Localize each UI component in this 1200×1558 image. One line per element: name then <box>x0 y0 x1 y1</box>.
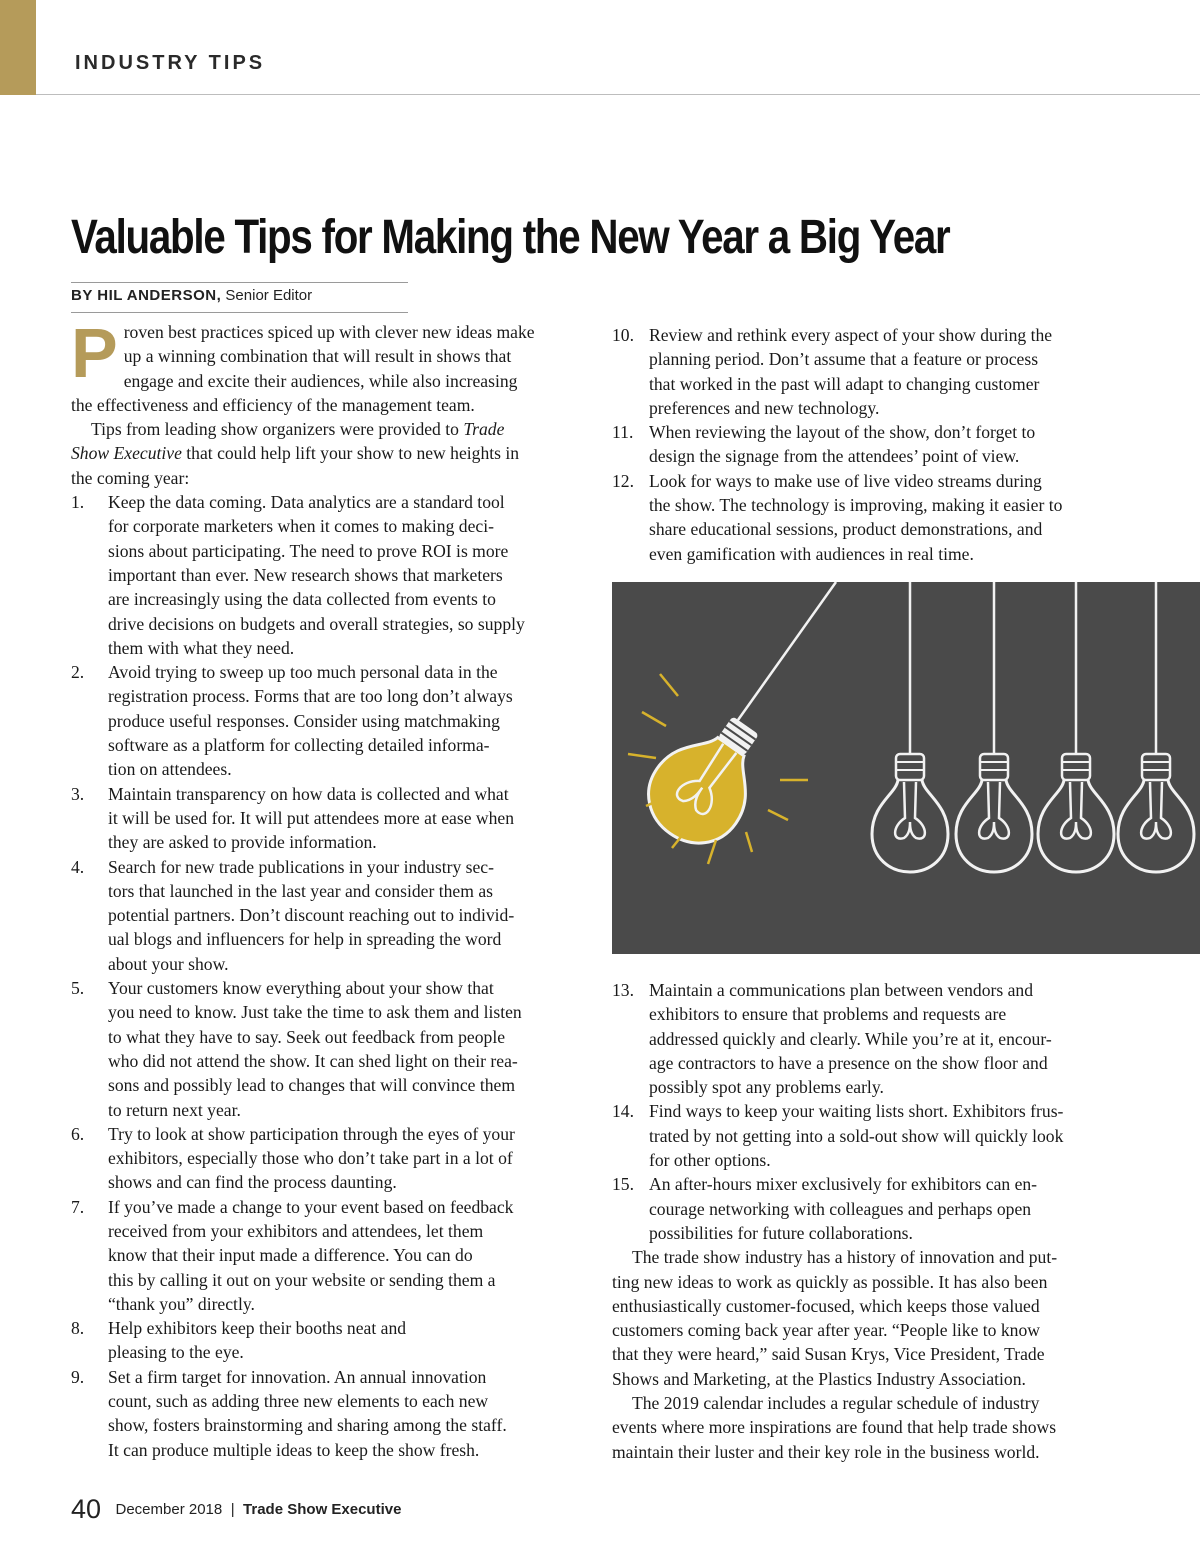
tip-line: trated by not getting into a sold-out show will quickly look <box>649 1125 1064 1146</box>
intro-line: roven best practices spiced up with clever new ideas make <box>123 322 535 342</box>
tip-line: the show. The technology is improving, making it easier to <box>649 495 1063 516</box>
tip-line: received from your exhibitors and attendees, let them <box>108 1220 484 1241</box>
byline-bottom-rule <box>71 312 408 313</box>
tip-line: important than ever. New research shows that marketers <box>108 564 503 585</box>
footer-separator: | <box>230 1501 235 1518</box>
tip-line: tors that launched in the last year and consider them as <box>108 880 493 901</box>
tip-item <box>612 1172 1172 1245</box>
tip-line: sons and possibly lead to changes that will convince them <box>108 1075 516 1096</box>
author-name: BY HIL ANDERSON, <box>71 287 222 304</box>
source-line: the coming year: <box>71 467 190 488</box>
tip-line: to what they have to say. Seek out feedback from people <box>108 1026 506 1047</box>
intro-paragraph <box>71 314 591 417</box>
tip-line: preferences and new technology. <box>649 397 880 418</box>
tip-item <box>71 660 591 781</box>
tip-line: If you’ve made a change to your event based on feedback <box>108 1196 514 1217</box>
tip-line: An after-hours mixer exclusively for exhibitors can en- <box>649 1174 1038 1195</box>
tip-line: addressed quickly and clearly. While you’re at it, encour- <box>649 1028 1052 1049</box>
tip-line: Avoid trying to sweep up too much personal data in the <box>108 662 498 683</box>
tip-line: “thank you” directly. <box>108 1293 255 1314</box>
publication-title: Trade Show Executive <box>243 1501 402 1518</box>
tip-line: share educational sessions, product demonstrations, and <box>649 519 1043 540</box>
tip-number: 1. <box>71 492 85 513</box>
byline <box>71 287 312 304</box>
tip-number: 3. <box>71 783 85 804</box>
tip-item <box>71 490 591 660</box>
closing-line: enthusiastically customer-focused, which keeps those valued <box>612 1295 1040 1316</box>
tip-line: courage networking with colleagues and perhaps open <box>649 1198 1032 1219</box>
tip-line: Your customers know everything about your show that <box>108 978 494 999</box>
tip-line: possibly spot any problems early. <box>649 1077 884 1098</box>
tip-number: 8. <box>71 1318 85 1339</box>
tip-line: shows and can find the process daunting. <box>108 1172 397 1193</box>
tip-item <box>71 782 591 855</box>
section-color-bar <box>0 0 36 95</box>
tip-item <box>71 976 591 1122</box>
right-column-top <box>612 323 1172 566</box>
drop-cap: P <box>71 314 118 392</box>
tips-list-right-bottom <box>612 978 1172 1245</box>
tip-number: 5. <box>71 978 85 999</box>
intro-line: up a winning combination that will result in shows that <box>123 346 512 367</box>
closing-line: that they were heard,” said Susan Krys, Vice President, Trade <box>612 1344 1045 1365</box>
tip-line: show, fosters brainstorming and sharing among the staff. <box>108 1415 507 1436</box>
tip-line: drive decisions on budgets and overall strategies, so supply <box>108 613 525 634</box>
tip-line: It can produce multiple ideas to keep the show fresh. <box>108 1439 480 1460</box>
tip-line: tion on attendees. <box>108 759 232 780</box>
tip-line: are increasingly using the data collected from events to <box>108 589 496 610</box>
source-line <box>71 417 591 441</box>
tip-item <box>612 469 1172 566</box>
tip-line: exhibitors to ensure that problems and requests are <box>649 1004 1007 1025</box>
tip-line: Review and rethink every aspect of your show during the <box>649 325 1053 345</box>
closing-line: Shows and Marketing, at the Plastics Industry Association. <box>612 1368 1026 1389</box>
tip-line: registration process. Forms that are too long don’t always <box>108 686 513 707</box>
closing-line: events where more inspirations are found that help trade shows <box>612 1417 1057 1438</box>
tip-line: Maintain transparency on how data is collected and what <box>108 783 509 804</box>
byline-top-rule <box>71 282 408 283</box>
page-footer <box>71 1494 401 1525</box>
tip-line: about your show. <box>108 953 229 974</box>
tip-line: produce useful responses. Consider using matchmaking <box>108 710 500 731</box>
article-title: Valuable Tips for Making the New Year a Big Year <box>71 211 950 264</box>
tip-item <box>612 1099 1172 1172</box>
closing-line: The 2019 calendar includes a regular schedule of industry <box>632 1393 1040 1414</box>
left-column <box>71 314 591 1462</box>
tip-item <box>612 978 1172 1099</box>
tip-number: 2. <box>71 662 85 683</box>
tip-item <box>612 323 1172 420</box>
tip-line: When reviewing the layout of the show, don’t forget to <box>649 422 1036 443</box>
tip-line: pleasing to the eye. <box>108 1342 244 1363</box>
tip-line: Search for new trade publications in your industry sec- <box>108 856 494 877</box>
tip-line: that worked in the past will adapt to changing customer <box>649 373 1040 394</box>
final-paragraph <box>612 1391 1172 1464</box>
tip-item <box>612 420 1172 469</box>
tip-item <box>71 1365 591 1462</box>
tip-number: 9. <box>71 1366 85 1387</box>
tip-item <box>71 1195 591 1316</box>
tip-item <box>71 1316 591 1365</box>
intro-line: engage and excite their audiences, while also increasing <box>123 370 518 391</box>
tip-line: they are asked to provide information. <box>108 832 377 853</box>
tip-number: 15. <box>612 1174 634 1195</box>
header-divider <box>36 94 1200 95</box>
tip-line: them with what they need. <box>108 637 295 658</box>
closing-line: maintain their luster and their key role in the business world. <box>612 1441 1040 1462</box>
tip-line: count, such as adding three new elements to each new <box>108 1391 489 1412</box>
closing-line: ting new ideas to work as quickly as possible. It has also been <box>612 1271 1048 1292</box>
tip-line: planning period. Don’t assume that a feature or process <box>649 349 1039 370</box>
tip-line: ual blogs and influencers for help in spreading the word <box>108 929 502 950</box>
tips-list-left <box>71 490 591 1462</box>
right-column-bottom <box>612 978 1172 1464</box>
tip-line: Maintain a communications plan between vendors and <box>649 980 1034 1000</box>
tip-line: possibilities for future collaborations. <box>649 1222 913 1243</box>
author-role: Senior Editor <box>225 287 313 304</box>
tip-line: design the signage from the attendees’ point of view. <box>649 446 1020 467</box>
tip-line: exhibitors, especially those who don’t take part in a lot of <box>108 1148 513 1169</box>
tip-item <box>71 1122 591 1195</box>
source-paragraph <box>71 417 591 490</box>
tip-number: 13. <box>612 980 634 1000</box>
tip-line: Keep the data coming. Data analytics are a standard tool <box>108 492 505 513</box>
lightbulbs-image <box>612 582 1200 954</box>
tip-number: 7. <box>71 1196 85 1217</box>
tip-number: 12. <box>612 470 634 491</box>
tip-line: software as a platform for collecting detailed informa- <box>108 735 490 756</box>
source-line <box>71 441 591 465</box>
tip-line: you need to know. Just take the time to ask them and listen <box>108 1002 522 1023</box>
page-number: 40 <box>71 1494 102 1524</box>
tip-line: for other options. <box>649 1150 771 1171</box>
tip-number: 14. <box>612 1101 634 1122</box>
closing-paragraph <box>612 1245 1172 1391</box>
tip-line: sions about participating. The need to prove ROI is more <box>108 540 509 561</box>
tip-line: it will be used for. It will put attendees more at ease when <box>108 807 515 828</box>
tip-line: Look for ways to make use of live video streams during <box>649 470 1042 491</box>
tip-line: who did not attend the show. It can shed light on their rea- <box>108 1050 518 1071</box>
tip-line: this by calling it out on your website or sending them a <box>108 1269 496 1290</box>
tip-number: 10. <box>612 325 634 345</box>
closing-line: customers coming back year after year. “People like to know <box>612 1320 1040 1341</box>
tip-line: to return next year. <box>108 1099 241 1120</box>
closing-line: The trade show industry has a history of innovation and put- <box>632 1247 1058 1268</box>
tip-line: potential partners. Don’t discount reaching out to individ- <box>108 905 515 926</box>
tip-number: 11. <box>612 422 634 443</box>
tip-number: 4. <box>71 856 85 877</box>
source-text: Tips from leading show organizers were provided to <box>91 419 464 440</box>
lightbulb-illustration <box>612 582 1200 954</box>
tip-line: Help exhibitors keep their booths neat and <box>108 1318 407 1339</box>
source-text: that could help lift your show to new heights in <box>181 443 520 464</box>
tip-line: even gamification with audiences in real time. <box>649 543 974 564</box>
tip-line: Find ways to keep your waiting lists short. Exhibitors frus- <box>649 1101 1064 1122</box>
publication-name: Trade <box>463 419 505 440</box>
tip-line: Try to look at show participation through the eyes of your <box>108 1123 515 1144</box>
intro-line: the effectiveness and efficiency of the management team. <box>71 394 475 415</box>
tip-number: 6. <box>71 1123 85 1144</box>
tips-list-right-top <box>612 323 1172 566</box>
tip-line: Set a firm target for innovation. An annual innovation <box>108 1366 487 1387</box>
issue-date: December 2018 <box>115 1501 223 1518</box>
tip-line: for corporate marketers when it comes to making deci- <box>108 516 494 537</box>
tip-line: age contractors to have a presence on the show floor and <box>649 1052 1048 1073</box>
publication-name: Show Executive <box>71 443 182 464</box>
tip-line: know that their input made a difference. You can do <box>108 1245 473 1266</box>
section-label: INDUSTRY TIPS <box>75 52 266 74</box>
tip-item <box>71 855 591 976</box>
